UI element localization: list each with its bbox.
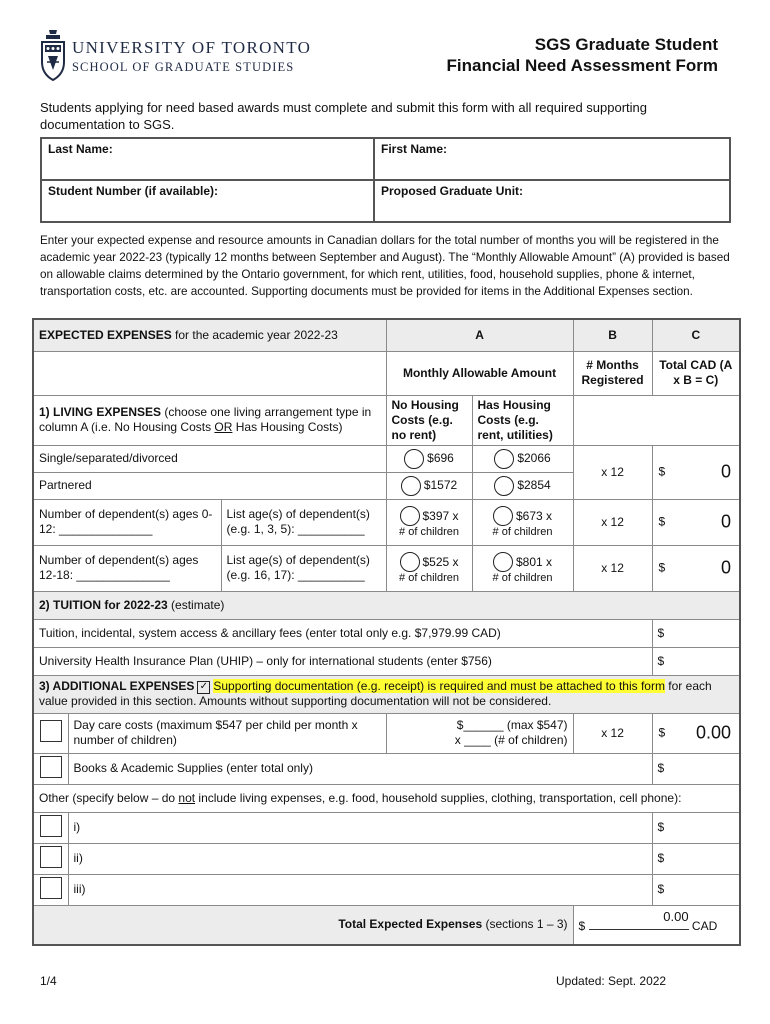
other-expenses-label xyxy=(33,784,740,812)
living-expenses-end: Has Housing Costs) xyxy=(232,420,343,434)
other-ii-checkbox-cell[interactable] xyxy=(33,843,68,874)
living-total-field[interactable] xyxy=(652,445,740,499)
total-expenses-value: 0.00 xyxy=(663,909,689,925)
dep012-total-field[interactable] xyxy=(652,499,740,545)
other-ii-checkbox[interactable] xyxy=(40,846,62,868)
column-b-header: B xyxy=(573,319,652,351)
tuition-heading-bold: 2) TUITION for 2022-23 xyxy=(39,597,168,612)
checkbox-icon: ✓ xyxy=(197,681,210,694)
radio-partnered-has-housing[interactable] xyxy=(494,476,514,496)
first-name-field[interactable] xyxy=(374,138,730,180)
other-iii-checkbox[interactable] xyxy=(40,877,62,899)
daycare-children-line: x ____ (# of children) xyxy=(454,733,568,747)
total-expenses-bold: Total Expected Expenses xyxy=(338,917,483,932)
dep012-no-housing-amount: $397 x xyxy=(422,508,459,523)
other-pre: Other (specify below – do xyxy=(39,790,179,805)
radio-single-no-housing[interactable] xyxy=(404,449,424,469)
single-has-housing-option[interactable] xyxy=(472,445,573,472)
additional-expenses-rest: for each value provided in this section. Amounts without supporting documentation will not be considered. xyxy=(39,679,712,708)
last-name-label: Last Name: xyxy=(48,142,113,156)
expected-expenses-table xyxy=(32,318,741,946)
living-expenses-bold: 1) LIVING EXPENSES xyxy=(39,405,162,419)
living-expenses-or: OR xyxy=(214,420,233,434)
radio-dep012-has-housing[interactable] xyxy=(493,506,513,526)
dependents-0-12-has-housing[interactable] xyxy=(472,499,573,545)
living-dollar: $ xyxy=(658,464,666,479)
living-expenses-heading xyxy=(33,395,386,445)
uhip-field[interactable] xyxy=(652,647,740,675)
dependents-0-12-label[interactable]: Number of dependent(s) ages 0-12: ______________ xyxy=(33,499,221,545)
grad-unit-field[interactable] xyxy=(374,180,730,222)
dependents-12-18-has-housing[interactable] xyxy=(472,545,573,591)
total-expenses-label xyxy=(33,905,573,945)
months-registered-header: # Months Registered xyxy=(573,351,652,395)
daycare-checkbox-cell[interactable] xyxy=(33,713,68,753)
student-number-label: Student Number (if available): xyxy=(48,184,219,198)
other-ii-field[interactable] xyxy=(652,843,740,874)
tuition-fees-label: Tuition, incidental, system access & ancillary fees (enter total only e.g. $7,979.99 CAD) xyxy=(33,619,652,647)
student-id-table xyxy=(40,137,731,223)
column-c-header: C xyxy=(652,319,740,351)
instructions-text: Enter your expected expense and resource amounts in Canadian dollars for the total number of months you will be registered in the academic year 2022-23 (typically 12 months between September and August). The “Monthly Allowable Amount” (A) provided is based on allowable claims determined by the Ontario government, for which rent, utilities, food, household supplies, phone & internet, transportation costs, etc. are accounted. Supporting documents must be provided for items in the Additional Expenses section. xyxy=(40,234,730,298)
dep1218-has-housing-amount: $801 x xyxy=(516,554,553,569)
radio-dep012-no-housing[interactable] xyxy=(400,506,420,526)
daycare-total-field[interactable] xyxy=(652,713,740,753)
uhip-dollar: $ xyxy=(657,653,665,668)
daycare-months: x 12 xyxy=(573,713,652,753)
books-dollar: $ xyxy=(657,761,665,775)
single-no-housing-amount: $696 xyxy=(427,451,454,465)
grad-unit-label: Proposed Graduate Unit: xyxy=(381,184,524,198)
single-has-housing-amount: $2066 xyxy=(517,451,551,465)
single-label: Single/separated/divorced xyxy=(33,445,386,472)
other-ii-dollar: $ xyxy=(657,851,665,865)
total-cad-header: Total CAD (A x B = C) xyxy=(652,351,740,395)
dependents-0-12-ages[interactable]: List age(s) of dependent(s) (e.g. 1, 3, 5): __________ xyxy=(221,499,386,545)
form-title-line2: Financial Need Assessment Form xyxy=(446,56,718,75)
single-no-housing-option[interactable] xyxy=(386,445,472,472)
expenses-heading-rest: for the academic year 2022-23 xyxy=(171,327,338,342)
additional-expenses-heading xyxy=(33,675,740,713)
form-title xyxy=(447,34,718,76)
dep012-total-value: 0 xyxy=(721,511,732,532)
other-iii-dollar: $ xyxy=(657,882,665,896)
dep012-has-children-caption: # of children xyxy=(492,526,553,538)
column-a-header: A xyxy=(386,319,573,351)
tuition-fees-field[interactable] xyxy=(652,619,740,647)
dep1218-no-children-caption: # of children xyxy=(399,572,459,584)
books-label: Books & Academic Supplies (enter total only) xyxy=(68,753,652,784)
university-logo xyxy=(40,28,311,82)
radio-single-has-housing[interactable] xyxy=(494,449,514,469)
dependents-12-18-label[interactable]: Number of dependent(s) ages 12-18: ______________ xyxy=(33,545,221,591)
tuition-heading xyxy=(33,591,740,619)
partnered-label: Partnered xyxy=(33,472,386,499)
other-iii-field[interactable] xyxy=(652,874,740,905)
other-i-dollar: $ xyxy=(657,820,665,834)
partnered-no-housing-option[interactable] xyxy=(386,472,472,499)
books-field[interactable] xyxy=(652,753,740,784)
form-title-line1: SGS Graduate Student xyxy=(534,35,718,54)
living-expenses-rest: (choose one living arrangement type in column A (i.e. No Housing Costs xyxy=(39,405,372,434)
books-checkbox[interactable] xyxy=(40,756,62,778)
daycare-dollar: $ xyxy=(658,725,666,740)
school-name: SCHOOL OF GRADUATE STUDIES xyxy=(72,60,295,74)
other-iii-label[interactable]: iii) xyxy=(68,874,652,905)
expenses-heading xyxy=(33,319,386,351)
total-expenses-line xyxy=(589,909,689,930)
partnered-has-housing-option[interactable] xyxy=(472,472,573,499)
dep1218-total-value: 0 xyxy=(721,557,732,578)
dep1218-dollar: $ xyxy=(658,560,666,575)
dep012-no-children-caption: # of children xyxy=(399,526,459,538)
student-number-field[interactable] xyxy=(41,180,374,222)
other-ii-label[interactable]: ii) xyxy=(68,843,652,874)
no-housing-header: No Housing Costs (e.g. no rent) xyxy=(386,395,472,445)
dep012-has-housing-amount: $673 x xyxy=(516,508,553,523)
other-not: not xyxy=(178,790,196,805)
additional-expenses-bold: 3) ADDITIONAL EXPENSES xyxy=(39,679,195,693)
other-i-field[interactable] xyxy=(652,812,740,843)
additional-expenses-highlight: Supporting documentation (e.g. receipt) is required and must be attached to this form xyxy=(213,679,665,693)
updated-date: Updated: Sept. 2022 xyxy=(556,974,667,988)
daycare-max-line: $______ (max $547) xyxy=(456,718,568,732)
dep1218-no-housing-amount: $525 x xyxy=(422,554,459,569)
dep1218-months: x 12 xyxy=(573,545,652,591)
radio-dep1218-has-housing[interactable] xyxy=(493,552,513,572)
living-total-value: 0 xyxy=(721,461,732,482)
page-number: 1/4 xyxy=(40,974,57,988)
partnered-no-housing-amount: $1572 xyxy=(423,478,458,492)
dependents-0-12-no-housing[interactable] xyxy=(386,499,472,545)
books-checkbox-cell[interactable] xyxy=(33,753,68,784)
dependents-12-18-ages[interactable]: List age(s) of dependent(s) (e.g. 16, 17): __________ xyxy=(221,545,386,591)
daycare-label: Day care costs (maximum $547 per child per month x number of children) xyxy=(68,713,386,753)
other-iii-checkbox-cell[interactable] xyxy=(33,874,68,905)
other-i-label[interactable]: i) xyxy=(68,812,652,843)
dep012-months: x 12 xyxy=(573,499,652,545)
daycare-total-value: 0.00 xyxy=(695,722,732,743)
total-cad-label: CAD xyxy=(691,919,718,934)
partnered-has-housing-amount: $2854 xyxy=(517,478,551,492)
radio-dep1218-no-housing[interactable] xyxy=(400,552,420,572)
dep012-dollar: $ xyxy=(658,514,666,529)
crest-icon xyxy=(40,28,66,82)
expenses-heading-bold: EXPECTED EXPENSES xyxy=(39,327,172,342)
uhip-label: University Health Insurance Plan (UHIP) – only for international students (enter $756) xyxy=(33,647,652,675)
total-expenses-field[interactable] xyxy=(573,905,740,945)
last-name-field[interactable] xyxy=(41,138,374,180)
intro-text: Students applying for need based awards must complete and submit this form with all required supporting documentation to SGS. xyxy=(40,100,647,132)
dep1218-total-field[interactable] xyxy=(652,545,740,591)
living-months: x 12 xyxy=(573,445,652,499)
radio-partnered-no-housing[interactable] xyxy=(401,476,421,496)
dep1218-has-children-caption: # of children xyxy=(492,572,553,584)
other-post: include living expenses, e.g. food, household supplies, clothing, transportation, cell phone): xyxy=(195,790,682,805)
daycare-checkbox[interactable] xyxy=(40,720,62,742)
total-expenses-rest: (sections 1 – 3) xyxy=(482,917,568,932)
monthly-allowable-header: Monthly Allowable Amount xyxy=(386,351,573,395)
daycare-amount-field[interactable] xyxy=(386,713,573,753)
tuition-dollar: $ xyxy=(657,625,665,640)
other-i-checkbox[interactable] xyxy=(40,815,62,837)
university-name: UNIVERSITY OF TORONTO xyxy=(72,38,312,57)
other-i-checkbox-cell[interactable] xyxy=(33,812,68,843)
page-header xyxy=(0,0,770,100)
total-dollar: $ xyxy=(578,919,586,934)
has-housing-header: Has Housing Costs (e.g. rent, utilities) xyxy=(472,395,573,445)
dependents-12-18-no-housing[interactable] xyxy=(386,545,472,591)
tuition-heading-rest: (estimate) xyxy=(167,597,225,612)
first-name-label: First Name: xyxy=(381,142,448,156)
